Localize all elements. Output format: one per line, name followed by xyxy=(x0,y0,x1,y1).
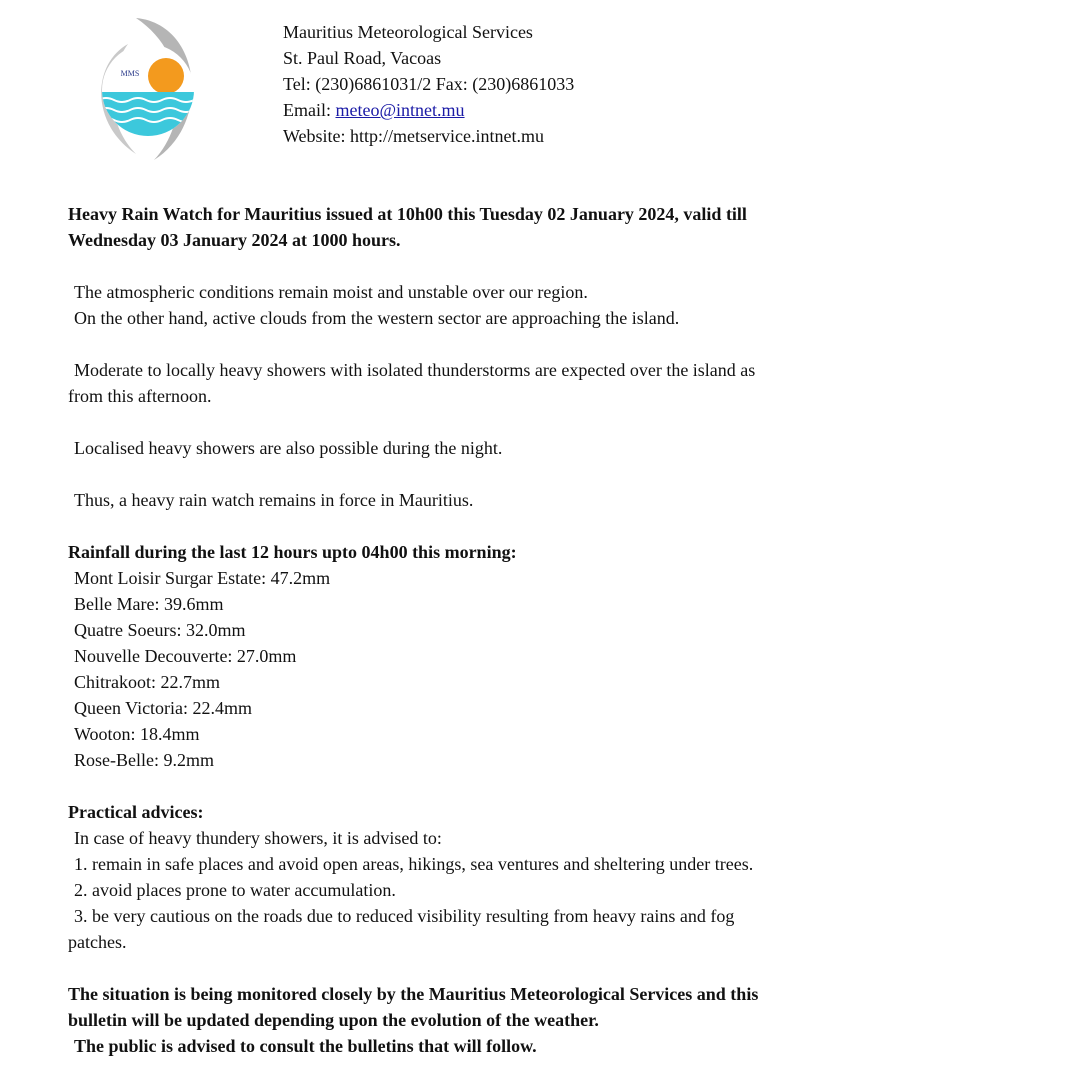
logo-text: MMS xyxy=(120,69,140,78)
advice-item-2: 2. avoid places prone to water accumulation. xyxy=(74,880,396,900)
website: Website: http://metservice.intnet.mu xyxy=(283,126,544,146)
closing-line3: The public is advised to consult the bulletins that will follow. xyxy=(74,1036,537,1056)
email-link[interactable]: meteo@intnet.mu xyxy=(335,100,465,120)
rainfall-station: Nouvelle Decouverte: 27.0mm xyxy=(74,646,297,666)
rainfall-heading: Rainfall during the last 12 hours upto 04h00 this morning: xyxy=(68,542,517,562)
rainfall-station: Rose-Belle: 9.2mm xyxy=(74,750,214,770)
logo-sun xyxy=(148,58,184,94)
advice-list xyxy=(68,825,948,929)
paragraph-2-line1: Moderate to locally heavy showers with isolated thunderstorms are expected over the island as xyxy=(74,360,756,380)
rainfall-station: Quatre Soeurs: 32.0mm xyxy=(74,620,246,640)
paragraph-1-line2: On the other hand, active clouds from the western sector are approaching the island. xyxy=(74,308,680,328)
closing-line1: The situation is being monitored closely by the Mauritius Meteorological Services and this xyxy=(68,984,759,1004)
paragraph-4: Thus, a heavy rain watch remains in force in Mauritius. xyxy=(74,490,474,510)
address: St. Paul Road, Vacoas xyxy=(283,48,442,68)
bulletin-body xyxy=(68,201,948,1059)
rainfall-station: Chitrakoot: 22.7mm xyxy=(74,672,220,692)
rainfall-station: Mont Loisir Surgar Estate: 47.2mm xyxy=(74,568,331,588)
advice-item-3-line2: patches. xyxy=(68,932,127,952)
email-line xyxy=(283,97,574,123)
bulletin-title-line1: Heavy Rain Watch for Mauritius issued at 10h00 this Tuesday 02 January 2024, valid till xyxy=(68,204,747,224)
paragraph-1-line1: The atmospheric conditions remain moist and unstable over our region. xyxy=(74,282,588,302)
paragraph-3: Localised heavy showers are also possible during the night. xyxy=(74,438,503,458)
contact-block xyxy=(283,19,574,149)
mms-logo xyxy=(92,14,204,164)
organization-name: Mauritius Meteorological Services xyxy=(283,22,533,42)
phone-fax: Tel: (230)6861031/2 Fax: (230)6861033 xyxy=(283,74,575,94)
rainfall-station: Queen Victoria: 22.4mm xyxy=(74,698,253,718)
advice-item-1: 1. remain in safe places and avoid open areas, hikings, sea ventures and sheltering under trees. xyxy=(74,854,754,874)
rainfall-station: Belle Mare: 39.6mm xyxy=(74,594,224,614)
bulletin-title-line2: Wednesday 03 January 2024 at 1000 hours. xyxy=(68,230,401,250)
advice-heading: Practical advices: xyxy=(68,802,204,822)
email-label: Email: xyxy=(283,100,336,120)
advice-item-3-line1: 3. be very cautious on the roads due to reduced visibility resulting from heavy rains and fog xyxy=(74,906,735,926)
advice-intro: In case of heavy thundery showers, it is advised to: xyxy=(74,828,442,848)
rainfall-list xyxy=(68,565,948,773)
paragraph-2-line2: from this afternoon. xyxy=(68,386,212,406)
rainfall-station: Wooton: 18.4mm xyxy=(74,724,200,744)
closing-line2: bulletin will be updated depending upon the evolution of the weather. xyxy=(68,1010,599,1030)
